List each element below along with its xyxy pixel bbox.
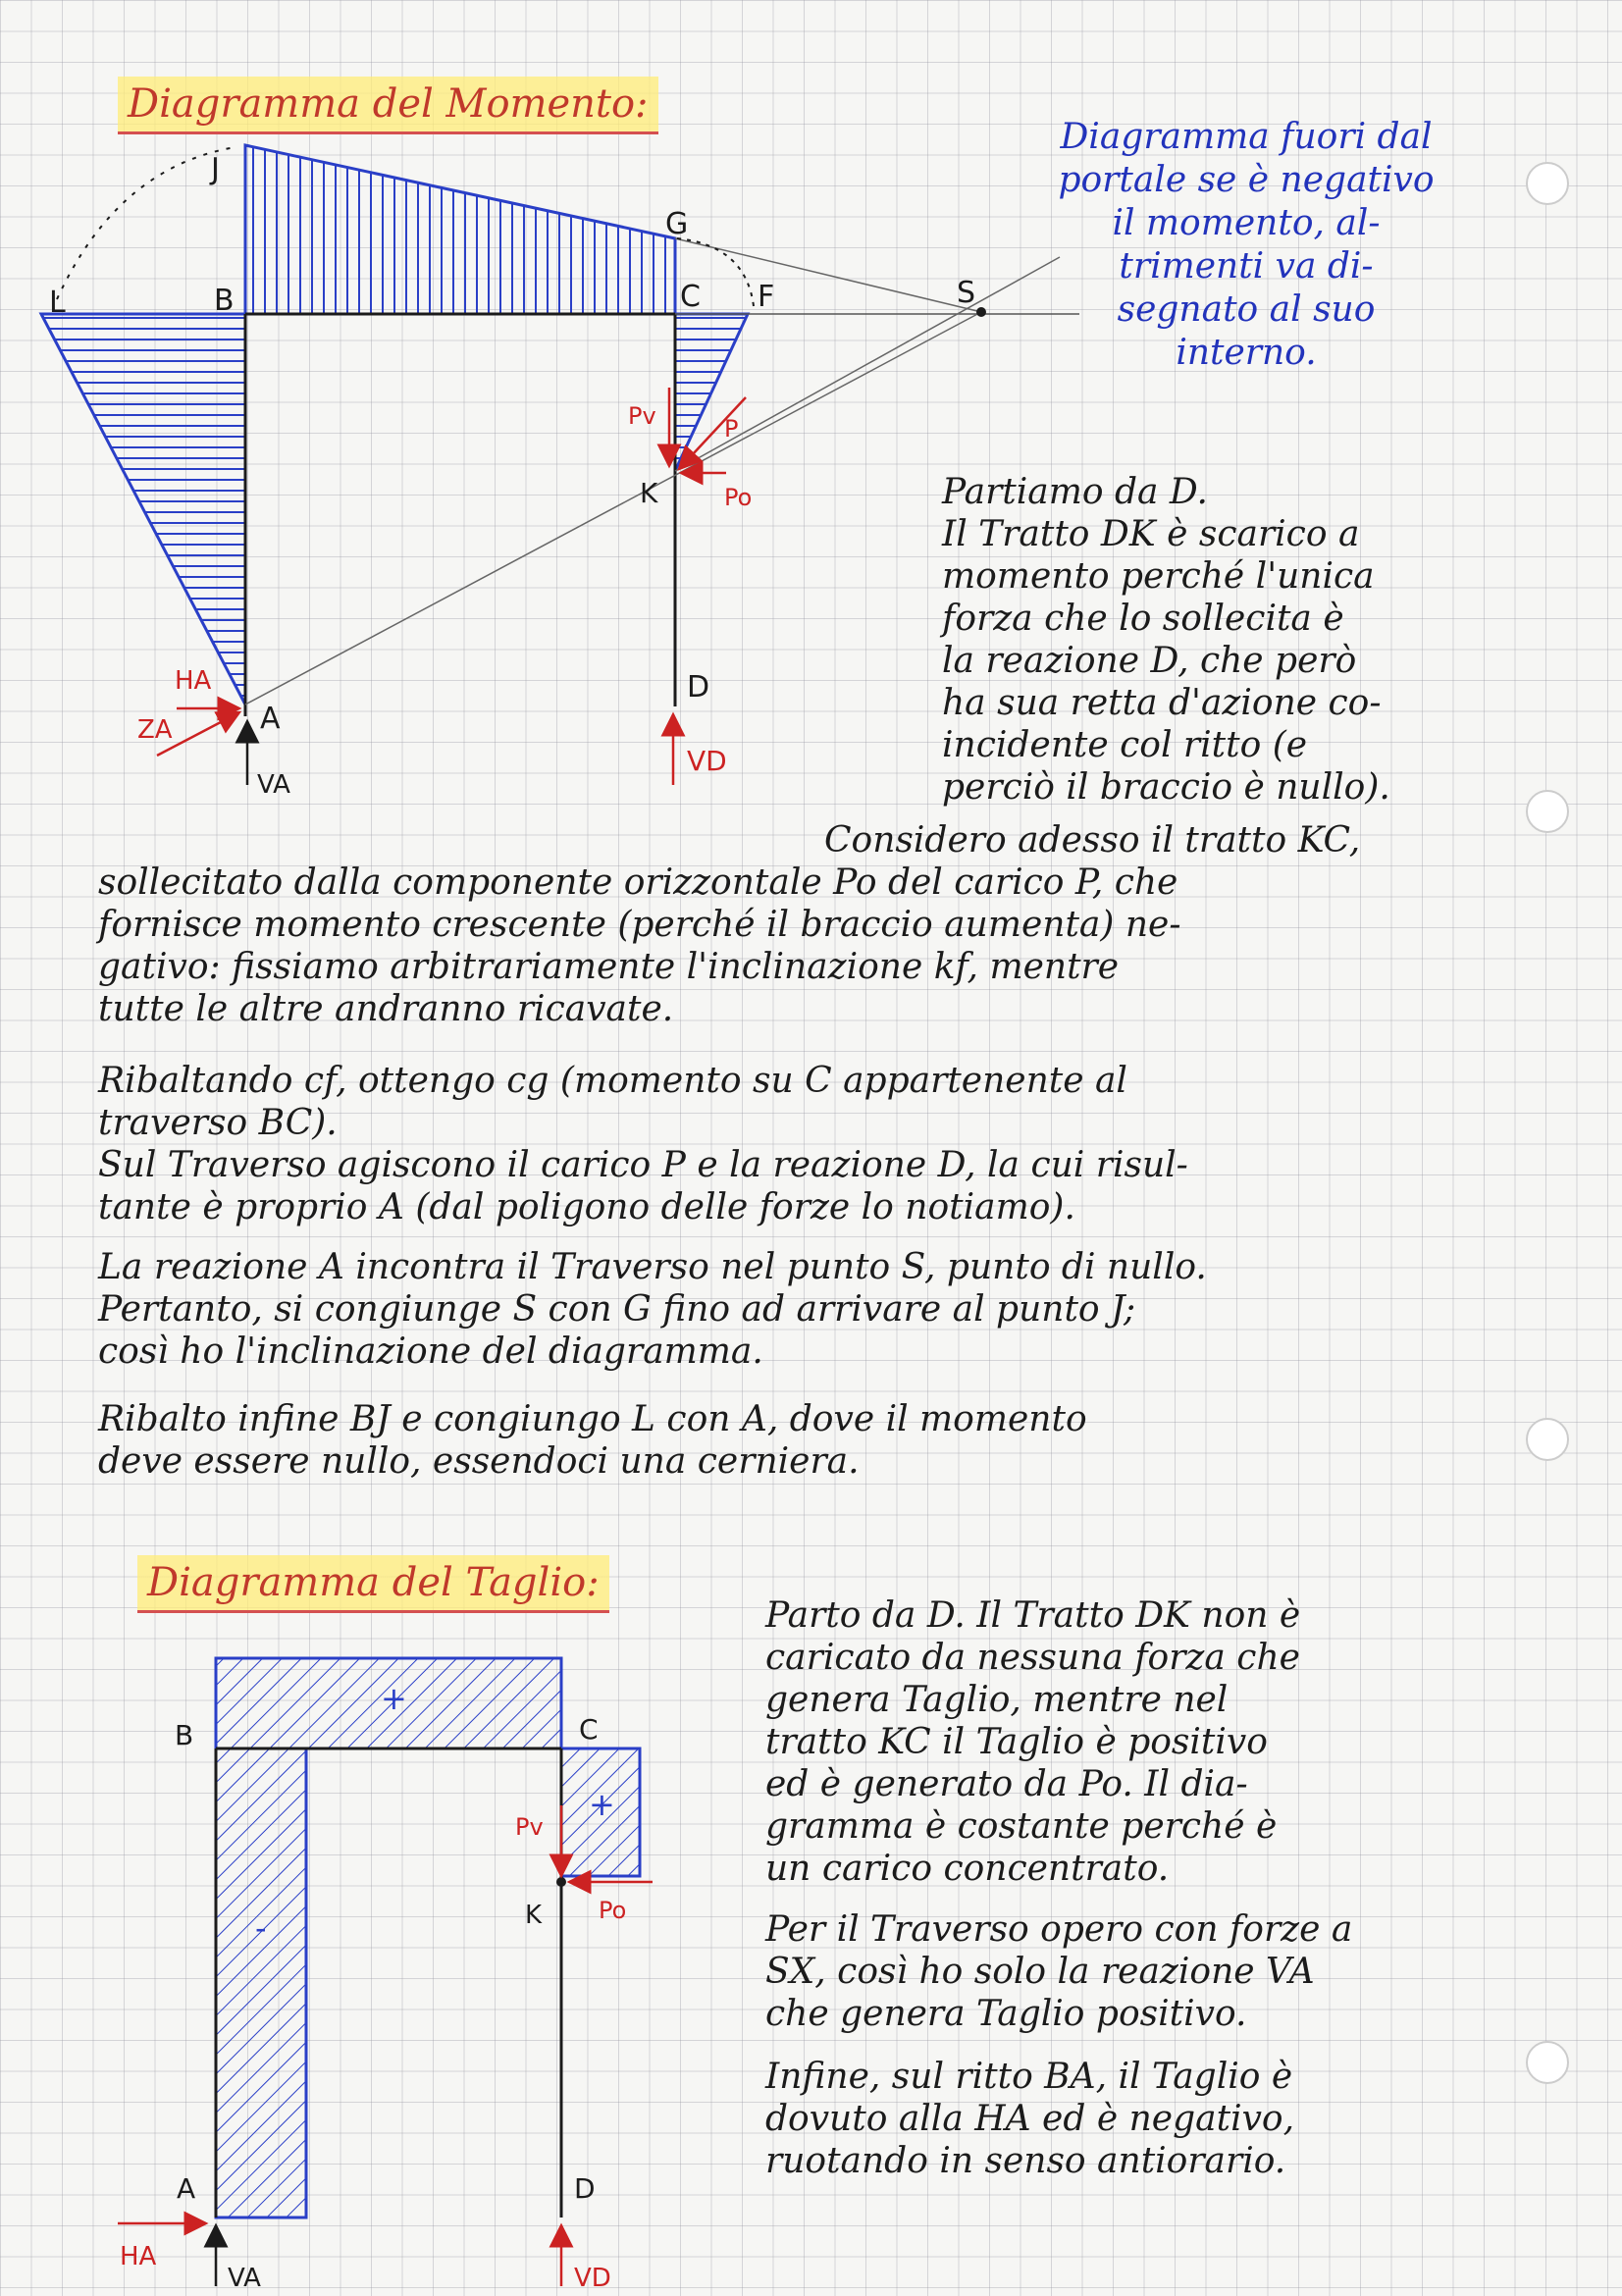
text-line: ed è generato da Po. Il dia- — [765, 1764, 1248, 1804]
label-a: A — [260, 702, 281, 736]
text-line: traverso BC). — [98, 1103, 338, 1143]
text-line: gramma è costante perché è — [765, 1806, 1278, 1847]
binder-hole — [1526, 1418, 1569, 1461]
label-l: L — [49, 286, 66, 320]
binder-hole — [1526, 2041, 1569, 2084]
text-line: Infine, sul ritto BA, il Taglio è — [765, 2057, 1293, 2097]
text-line: tutte le altre andranno ricavate. — [98, 989, 674, 1029]
label-s: S — [957, 276, 976, 310]
text-line: ha sua retta d'azione co- — [942, 683, 1382, 723]
text-line: Parto da D. Il Tratto DK non è — [765, 1595, 1301, 1636]
label-po: Po — [599, 1897, 627, 1924]
text-line: genera Taglio, mentre nel — [765, 1680, 1229, 1720]
label-va: VA — [228, 2264, 261, 2293]
text-line: fornisce momento crescente (perché il braccio aumenta) ne- — [98, 905, 1181, 945]
label-vd: VD — [574, 2264, 611, 2293]
label-ha: HA — [175, 666, 212, 696]
moment-title: Diagramma del Momento: — [118, 77, 658, 134]
label-d: D — [574, 2172, 596, 2205]
text-line: Partiamo da D. — [942, 472, 1208, 512]
text-line: Ribaltando cf, ottengo cg (momento su C appartenente al — [98, 1061, 1127, 1101]
shear-diagram — [0, 1629, 746, 2296]
label-j: J — [211, 152, 220, 186]
text-line: deve essere nullo, essendoci una cerniera. — [98, 1441, 860, 1482]
moment-paragraph-1 — [942, 471, 1472, 809]
moment-paragraph-3 — [98, 1060, 1491, 1228]
moment-paragraph-5 — [98, 1398, 1491, 1483]
label-f: F — [758, 280, 775, 314]
point-k — [556, 1877, 566, 1887]
label-b: B — [175, 1719, 194, 1751]
text-line: ruotando in senso antiorario. — [765, 2141, 1286, 2181]
text-line: sollecitato dalla componente orizzontale Po del carico P, che — [98, 862, 1178, 903]
text-line: tratto KC il Taglio è positivo — [765, 1722, 1268, 1762]
text-line: Considero adesso il tratto KC, — [824, 820, 1361, 861]
moment-paragraph-4 — [98, 1246, 1491, 1373]
sign-minus-left: - — [255, 1909, 267, 1947]
text-line: gativo: fissiamo arbitrariamente l'inclinazione kf, mentre — [98, 947, 1120, 987]
binder-hole — [1526, 162, 1569, 205]
side-note-line: portale se è negativo — [1058, 160, 1435, 200]
label-pv: Pv — [515, 1813, 544, 1841]
label-d: D — [687, 670, 710, 704]
side-note-line: segnato al suo — [1117, 289, 1376, 330]
side-note-line: interno. — [1176, 333, 1317, 373]
line-a-to-s — [245, 312, 981, 704]
text-line: La reazione A incontra il Traverso nel punto S, punto di nullo. — [98, 1247, 1207, 1287]
moment-traverse-area — [245, 145, 675, 314]
shear-paragraph-1 — [765, 1594, 1472, 1890]
text-line: così ho l'inclinazione del diagramma. — [98, 1331, 763, 1372]
sign-plus-traverse: + — [381, 1680, 407, 1717]
label-po: Po — [724, 484, 753, 511]
sign-plus-right: + — [589, 1786, 615, 1823]
label-c: C — [680, 280, 701, 314]
text-line: Pertanto, si congiunge S con G fino ad arrivare al punto J; — [98, 1289, 1136, 1330]
shear-paragraph-2 — [765, 1908, 1472, 2035]
binder-hole — [1526, 790, 1569, 833]
text-line: SX, così ho solo la reazione VA — [765, 1952, 1315, 1992]
text-line: caricato da nessuna forza che — [765, 1638, 1300, 1678]
moment-paragraph-2 — [98, 819, 1491, 1030]
text-line: un carico concentrato. — [765, 1849, 1170, 1889]
side-note-line: Diagramma fuori dal — [1060, 117, 1433, 157]
text-line: la reazione D, che però — [942, 641, 1357, 681]
label-g: G — [665, 207, 689, 241]
label-va: VA — [257, 770, 290, 800]
label-k: K — [640, 477, 658, 509]
shear-title: Diagramma del Taglio: — [137, 1555, 609, 1613]
moment-left-column-area — [41, 314, 245, 704]
text-line: dovuto alla HA ed è negativo, — [765, 2099, 1295, 2139]
text-line: forza che lo sollecita è — [942, 599, 1344, 639]
shear-paragraph-3 — [765, 2056, 1472, 2182]
moment-right-column-area — [675, 314, 748, 471]
shear-left-column-area — [216, 1748, 306, 2218]
line-s-to-g — [675, 238, 981, 312]
label-vd: VD — [687, 745, 727, 777]
text-line: Ribalto infine BJ e congiungo L con A, dove il momento — [98, 1399, 1087, 1439]
label-p: P — [724, 415, 739, 443]
text-line: perciò il braccio è nullo). — [942, 767, 1390, 808]
side-note-line: il momento, al- — [1112, 203, 1381, 243]
text-line: che genera Taglio positivo. — [765, 1994, 1247, 2034]
text-line: momento perché l'unica — [942, 556, 1375, 597]
side-note-line: trimenti va di- — [1119, 246, 1374, 287]
text-line: tante è proprio A (dal poligono delle forze lo notiamo). — [98, 1187, 1075, 1227]
text-line: incidente col ritto (e — [942, 725, 1308, 765]
label-za: ZA — [137, 715, 173, 745]
text-line: Il Tratto DK è scarico a — [942, 514, 1360, 554]
text-line: Per il Traverso opero con forze a — [765, 1909, 1353, 1950]
label-k: K — [525, 1901, 543, 1930]
point-s — [976, 307, 986, 317]
label-c: C — [579, 1713, 599, 1746]
label-b: B — [214, 284, 235, 318]
arc-l-j — [57, 147, 235, 299]
label-ha: HA — [120, 2242, 157, 2271]
label-pv: Pv — [628, 402, 656, 430]
label-a: A — [177, 2172, 196, 2205]
text-line: Sul Traverso agiscono il carico P e la reazione D, la cui risul- — [98, 1145, 1188, 1185]
